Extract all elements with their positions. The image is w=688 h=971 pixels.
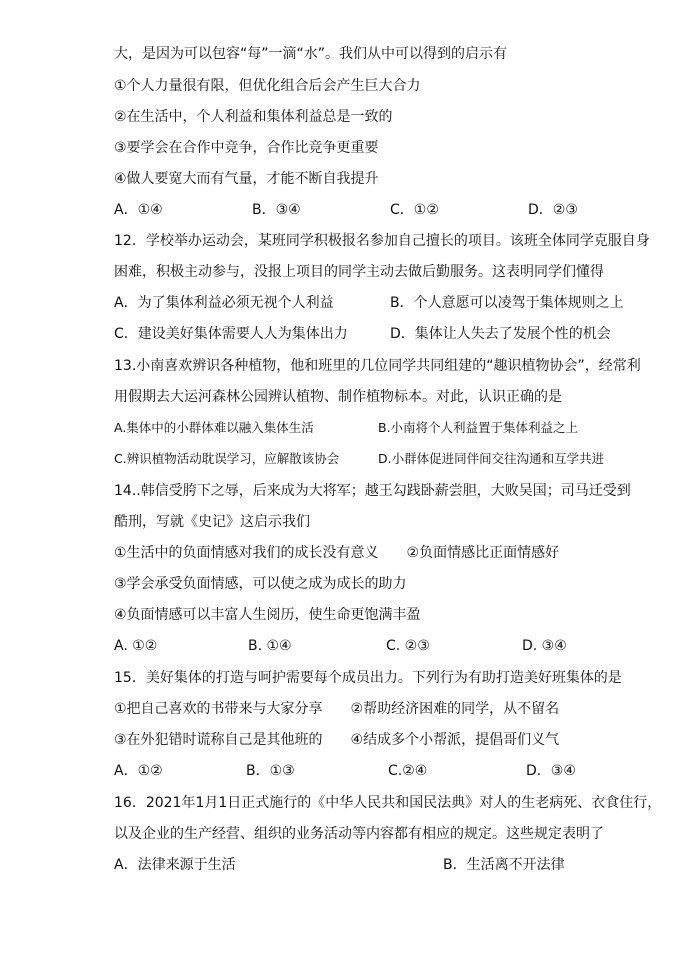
q14-option-d: D. ③④ bbox=[522, 638, 567, 654]
q12-option-b: B．个人意愿可以凌驾于集体规则之上 bbox=[390, 295, 624, 311]
q12-option-d: D．集体让人失去了发展个性的机会 bbox=[390, 326, 611, 342]
q14-option-a: A. ①② bbox=[114, 638, 158, 654]
q15-option-b: B．①③ bbox=[246, 763, 295, 779]
q11-option-d: D．②③ bbox=[528, 202, 578, 218]
q16-option-a: A．法律来源于生活 bbox=[114, 857, 236, 873]
q16-stem-line-2: 以及企业的生产经营、组织的业务活动等内容都有相应的规定。这些规定表明了 bbox=[114, 826, 604, 842]
q13-stem-line-2: 用假期去大运河森林公园辨认植物、制作植物标本。对此，认识正确的是 bbox=[114, 389, 562, 405]
q12-option-a: A．为了集体利益必须无视个人利益 bbox=[114, 295, 334, 311]
q11-statement-2: ②在生活中，个人利益和集体利益总是一致的 bbox=[114, 109, 393, 125]
q13-stem-line-1: 13.小南喜欢辨识各种植物，他和班里的几位同学共同组建的“趣识植物协会”，经常利 bbox=[114, 358, 641, 374]
q14-option-c: C. ②③ bbox=[386, 638, 430, 654]
q13-option-d: D.小群体促进同伴间交往沟通和互学共进 bbox=[378, 451, 605, 466]
q14-statements-1-2: ①生活中的负面情感对我们的成长没有意义 ②负面情感比正面情感好 bbox=[114, 545, 560, 561]
q15-option-c: C.②④ bbox=[388, 763, 428, 779]
q12-option-c: C．建设美好集体需要人人为集体出力 bbox=[114, 326, 348, 342]
q11-option-a: A．①④ bbox=[114, 202, 163, 218]
q14-stem-line-2: 酷刑，写就《史记》这启示我们 bbox=[114, 514, 310, 530]
q15-statements-1-2: ①把自己喜欢的书带来与大家分享 ②帮助经济困难的同学，从不留名 bbox=[114, 701, 560, 717]
q16-stem-line-1: 16．2021年1月1日正式施行的《中华人民共和国民法典》对人的生老病死、衣食住行， bbox=[114, 795, 662, 811]
q14-statement-3: ③学会承受负面情感，可以使之成为成长的助力 bbox=[114, 576, 407, 592]
q14-option-b: B. ①④ bbox=[248, 638, 292, 654]
q16-option-b: B．生活离不开法律 bbox=[443, 857, 565, 873]
q15-stem: 15．美好集体的打造与呵护需要每个成员出力。下列行为有助打造美好班集体的是 bbox=[114, 670, 622, 686]
q11-option-b: B．③④ bbox=[252, 202, 301, 218]
q13-option-a: A.集体中的小群体难以融入集体生活 bbox=[114, 420, 314, 435]
q15-statements-3-4: ③在外犯错时谎称自己是其他班的 ④结成多个小帮派，提倡哥们义气 bbox=[114, 732, 560, 748]
q11-statement-1: ①个人力量很有限，但优化组合后会产生巨大合力 bbox=[114, 78, 421, 94]
q11-statement-3: ③要学会在合作中竞争，合作比竞争更重要 bbox=[114, 140, 379, 156]
q14-stem-line-1: 14..韩信受胯下之辱，后来成为大将军；越王勾践卧薪尝胆，大败吴国；司马迁受到 bbox=[114, 483, 631, 499]
q11-option-c: C．①② bbox=[390, 202, 439, 218]
q11-statement-4: ④做人要宽大而有气量，才能不断自我提升 bbox=[114, 171, 379, 187]
q11-stem-tail: 大，是因为可以包容“每”一滴“水”。我们从中可以得到的启示有 bbox=[114, 46, 508, 62]
q13-option-c: C.辨识植物活动耽误学习，应解散该协会 bbox=[114, 451, 340, 466]
q15-option-a: A．①② bbox=[114, 763, 163, 779]
q12-stem-line-1: 12．学校举办运动会，某班同学积极报名参加自己擅长的项目。该班全体同学克服自身 bbox=[114, 233, 650, 249]
q14-statement-4: ④负面情感可以丰富人生阅历，使生命更饱满丰盈 bbox=[114, 607, 421, 623]
q12-stem-line-2: 困难，积极主动参与，没报上项目的同学主动去做后勤服务。这表明同学们懂得 bbox=[114, 264, 604, 280]
q15-option-d: D．③④ bbox=[526, 763, 576, 779]
q13-option-b: B.小南将个人利益置于集体利益之上 bbox=[378, 420, 579, 435]
